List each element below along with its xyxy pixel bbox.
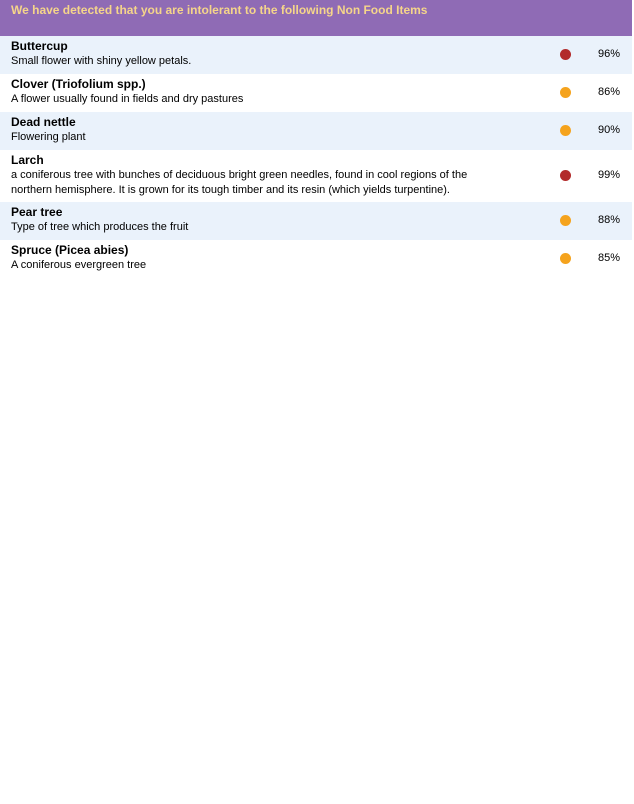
list-item [0, 150, 632, 202]
item-percent: 86% [597, 86, 620, 98]
list-item [0, 112, 632, 150]
header-title: We have detected that you are intolerant to the following Non Food Items [11, 3, 428, 17]
severity-dot-icon [560, 49, 571, 60]
severity-dot-icon [560, 253, 571, 264]
item-percent: 88% [597, 214, 620, 226]
item-name: Larch [11, 153, 44, 167]
item-description: Small flower with shiny yellow petals. [11, 55, 192, 67]
item-description: a coniferous tree with bunches of deciduous bright green needles, found in cool regions of the northern hemisphere. It is grown for its tough timber and its resin (which yields turpentine). [11, 169, 468, 196]
item-name: Dead nettle [11, 115, 76, 129]
report-header [0, 0, 632, 36]
item-description: A coniferous evergreen tree [11, 259, 147, 271]
item-percent: 85% [597, 252, 620, 264]
item-description: Flowering plant [11, 131, 86, 143]
item-description: Type of tree which produces the fruit [11, 221, 189, 233]
item-name: Clover (Triofolium spp.) [11, 77, 146, 91]
list-item [0, 74, 632, 112]
list-item [0, 240, 632, 278]
item-percent: 99% [597, 169, 620, 181]
item-name: Pear tree [11, 205, 63, 219]
intolerance-list [0, 36, 632, 278]
list-item [0, 36, 632, 74]
item-percent: 90% [597, 124, 620, 136]
severity-dot-icon [560, 170, 571, 181]
list-item [0, 202, 632, 240]
severity-dot-icon [560, 215, 571, 226]
item-percent: 96% [597, 48, 620, 60]
item-name: Buttercup [11, 39, 68, 53]
item-description: A flower usually found in fields and dry pastures [11, 93, 244, 105]
item-name: Spruce (Picea abies) [11, 243, 129, 257]
severity-dot-icon [560, 125, 571, 136]
severity-dot-icon [560, 87, 571, 98]
